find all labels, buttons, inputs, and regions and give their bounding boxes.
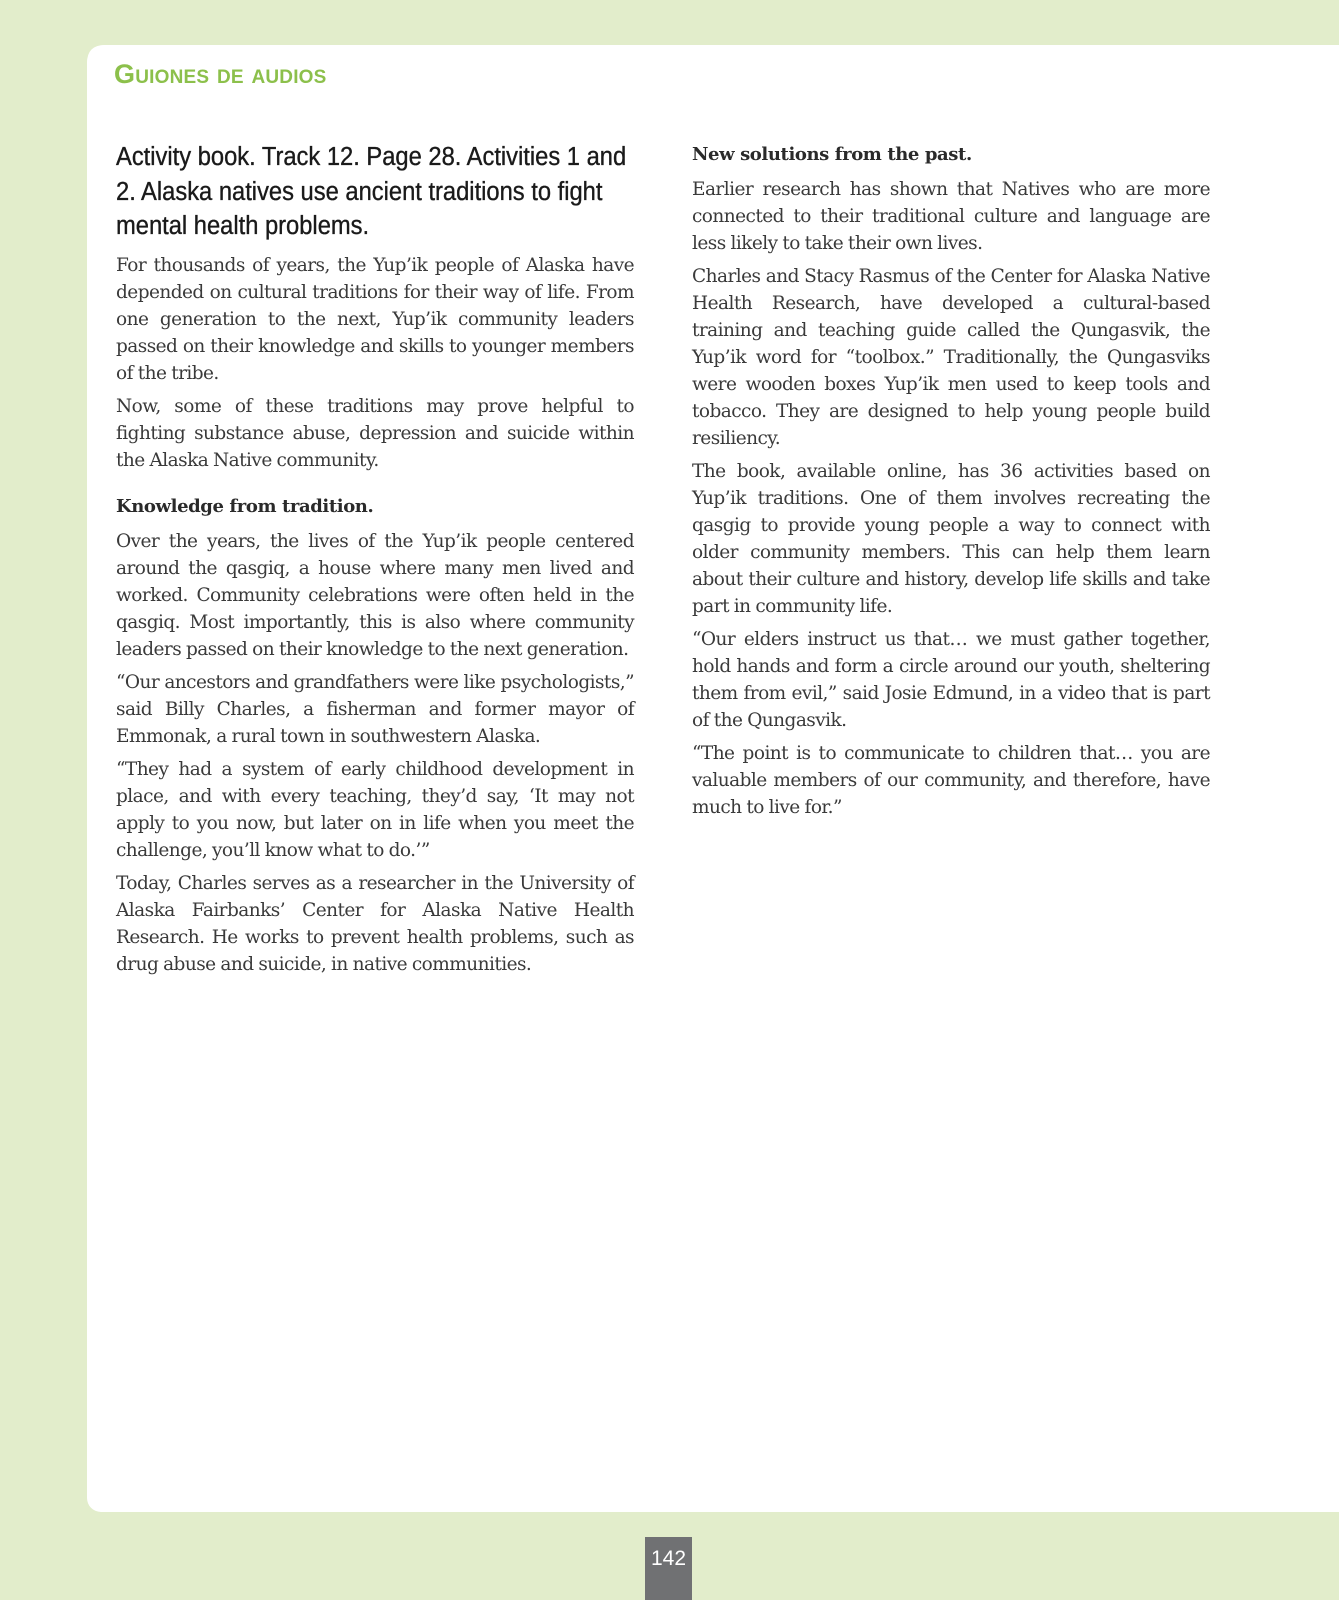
paragraph: Charles and Stacy Rasmus of the Center for Alaska Native Health Research, have developed a cultural-based training and teaching guide called the Qungasvik, the Yup’ik word for “toolbox.” Traditionally, the Qungasviks were wooden boxes Yup’ik men used to keep tools and tobacco. They are designed to help young people build resiliency. <box>692 266 1210 449</box>
left-column <box>116 140 634 984</box>
paragraph: Today, Charles serves as a researcher in the University of Alaska Fairbanks’ Center for Alaska Native Health Research. He works to prevent health problems, such as drug abuse and suicide, in native communities. <box>116 872 634 975</box>
paragraph: “They had a system of early childhood development in place, and with every teaching, they’d say, ‘It may not apply to you now, but later on in life when you meet the challenge, you’ll know what to do.’” <box>116 758 634 861</box>
subheading: Knowledge from tradition. <box>116 495 374 517</box>
paragraph: Earlier research has shown that Natives who are more connected to their traditional culture and language are less likely to take their own lives. <box>692 179 1210 254</box>
article-title: Activity book. Track 12. Page 28. Activities 1 and 2. Alaska natives use ancient traditions to fight mental health problems. <box>116 143 627 240</box>
paragraph: “Our elders instruct us that… we must gather together, hold hands and form a circle around our youth, sheltering them from evil,” said Josie Edmund, in a video that is part of the Qungasvik. <box>692 629 1210 731</box>
paragraph: For thousands of years, the Yup’ik people of Alaska have depended on cultural traditions for their way of life. From one generation to the next, Yup’ik community leaders passed on their knowledge and skills to younger members of the tribe. <box>116 254 634 384</box>
subheading: New solutions from the past. <box>692 144 972 165</box>
paragraph: Now, some of these traditions may prove helpful to fighting substance abuse, depression and suicide within the Alaska Native community. <box>116 395 634 471</box>
paragraph: The book, available online, has 36 activities based on Yup’ik traditions. One of them involves recreating the qasgig to provide young people a way to connect with older community members. This can help them learn about their culture and history, develop life skills and take part in community life. <box>692 461 1210 617</box>
paragraph: “The point is to communicate to children that… you are valuable members of our community, and therefore, have much to live for.” <box>692 743 1210 818</box>
paragraph: “Our ancestors and grandfathers were like psychologists,” said Billy Charles, a fisherman and former mayor of Emmonak, a rural town in southwestern Alaska. <box>116 671 634 747</box>
page-number: 142 <box>645 1537 692 1600</box>
section-tag: Guiones de audios <box>114 59 327 89</box>
paragraph: Over the years, the lives of the Yup’ik people centered around the qasgiq, a house where many men lived and worked. Community celebrations were often held in the qasgiq. Most importantly, this is also where community leaders passed on their knowledge to the next generation. <box>116 530 634 660</box>
right-column <box>692 142 1210 827</box>
